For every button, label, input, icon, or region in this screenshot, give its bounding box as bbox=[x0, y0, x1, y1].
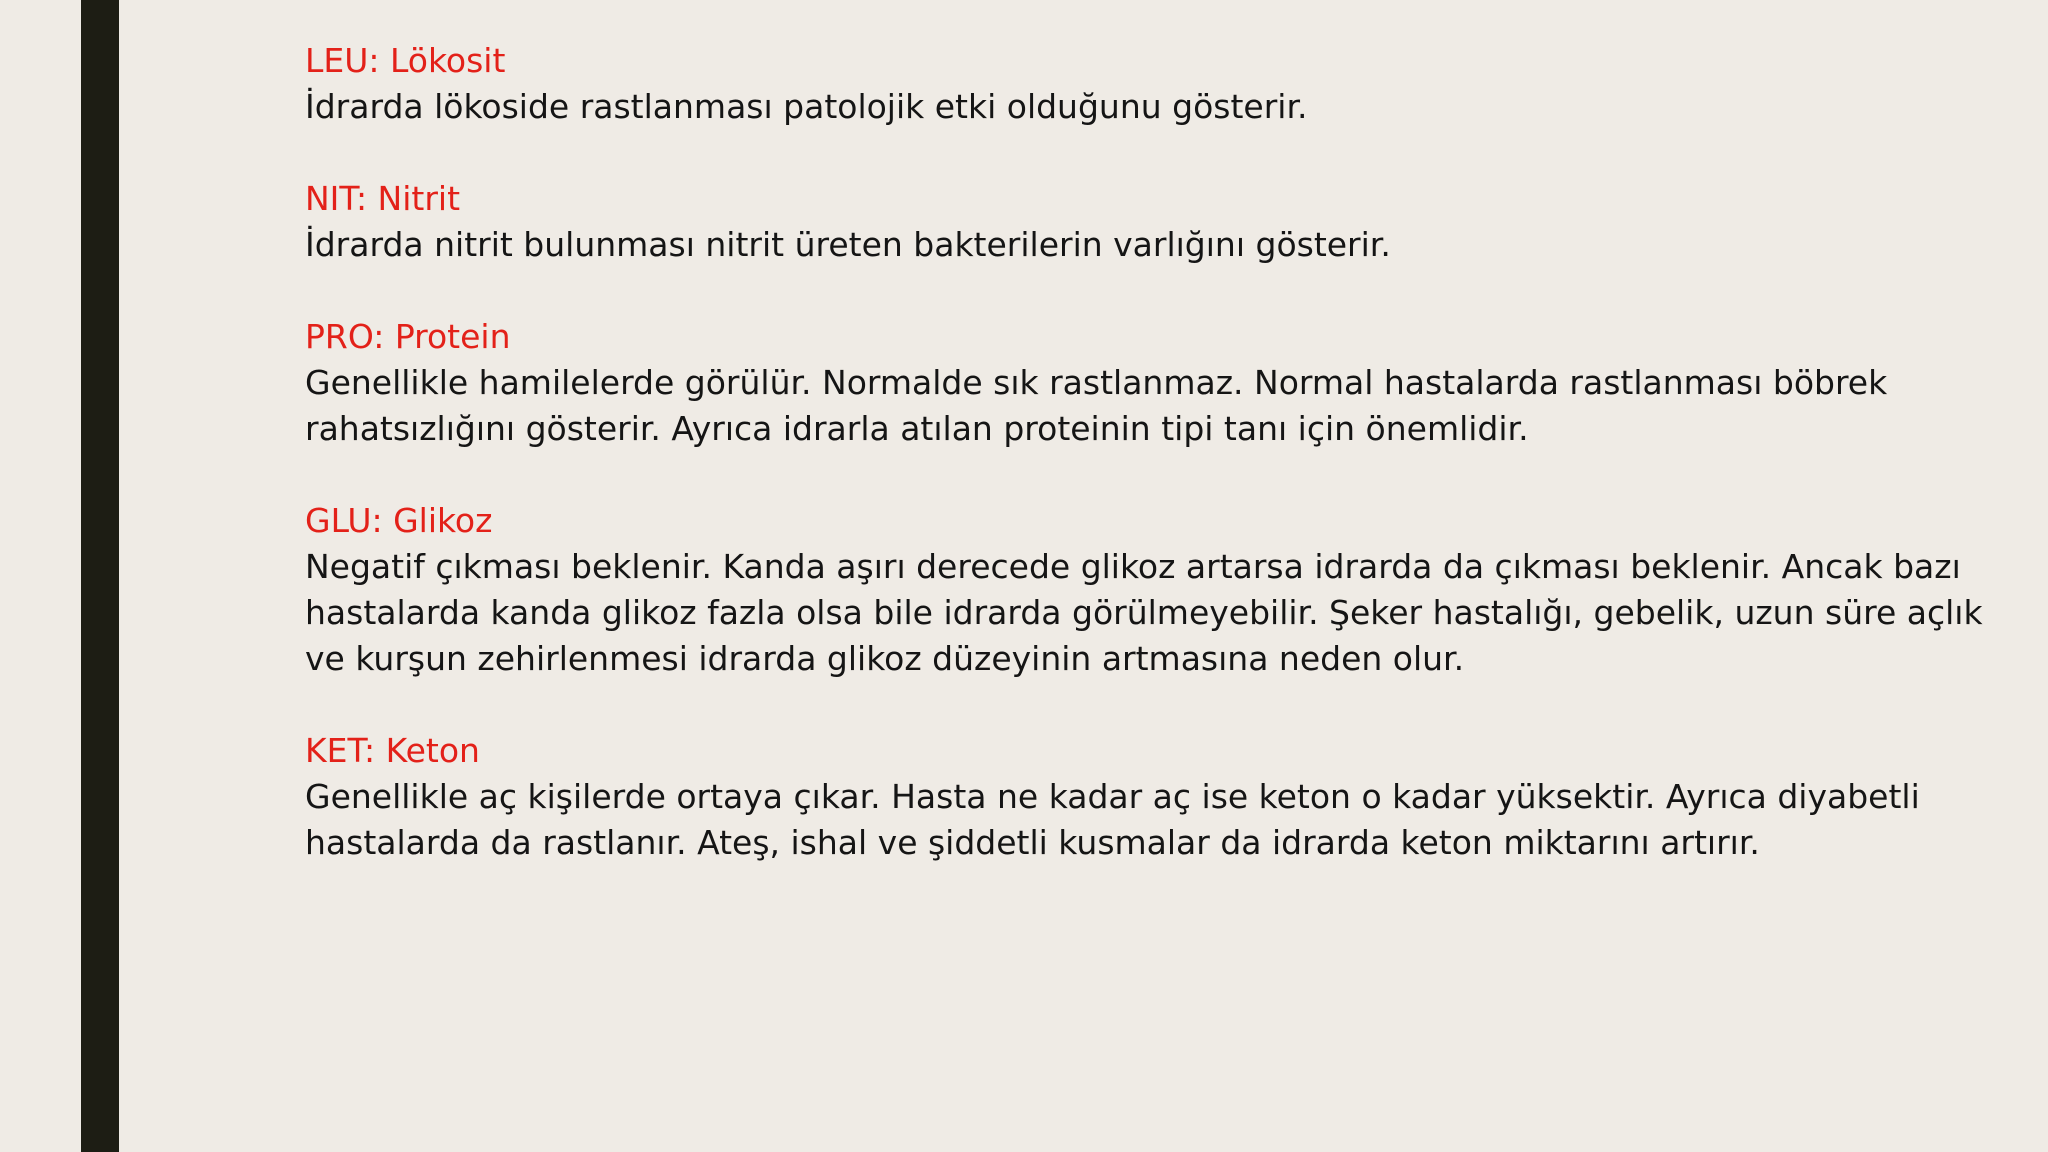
term-description bbox=[305, 774, 1985, 866]
description-line: hastalarda da rastlanır. Ateş, ishal ve şiddetli kusmalar da idrarda keton miktarını artırır. bbox=[305, 823, 1760, 862]
term-description bbox=[305, 84, 1985, 130]
description-line: İdrarda nitrit bulunması nitrit üreten bakterilerin varlığını gösterir. bbox=[305, 225, 1391, 264]
list-item-ket bbox=[305, 728, 1985, 866]
slide-content bbox=[305, 38, 1985, 912]
list-item-leu bbox=[305, 38, 1985, 130]
description-line: Negatif çıkması beklenir. Kanda aşırı derecede glikoz artarsa idrarda da çıkması beklenir. Ancak bazı bbox=[305, 547, 1961, 586]
term-heading: KET: Keton bbox=[305, 731, 480, 770]
description-line: İdrarda lökoside rastlanması patolojik etki olduğunu gösterir. bbox=[305, 87, 1308, 126]
description-line: ve kurşun zehirlenmesi idrarda glikoz düzeyinin artmasına neden olur. bbox=[305, 639, 1465, 678]
description-line: Genellikle hamilelerde görülür. Normalde sık rastlanmaz. Normal hastalarda rastlanması böbrek bbox=[305, 363, 1888, 402]
description-line: Genellikle aç kişilerde ortaya çıkar. Hasta ne kadar aç ise keton o kadar yüksektir. Ayrıca diyabetli bbox=[305, 777, 1920, 816]
term-description bbox=[305, 360, 1985, 452]
list-item-glu bbox=[305, 498, 1985, 682]
term-description bbox=[305, 222, 1985, 268]
term-heading: LEU: Lökosit bbox=[305, 41, 506, 80]
list-item-pro bbox=[305, 314, 1985, 452]
term-heading: NIT: Nitrit bbox=[305, 179, 461, 218]
description-line: hastalarda kanda glikoz fazla olsa bile idrarda görülmeyebilir. Şeker hastalığı, gebelik, uzun süre açlık bbox=[305, 593, 1983, 632]
term-description bbox=[305, 544, 1985, 682]
term-heading: GLU: Glikoz bbox=[305, 501, 493, 540]
list-item-nit bbox=[305, 176, 1985, 268]
left-accent-bar bbox=[81, 0, 119, 1152]
term-heading: PRO: Protein bbox=[305, 317, 511, 356]
description-line: rahatsızlığını gösterir. Ayrıca idrarla atılan proteinin tipi tanı için önemlidir. bbox=[305, 409, 1529, 448]
